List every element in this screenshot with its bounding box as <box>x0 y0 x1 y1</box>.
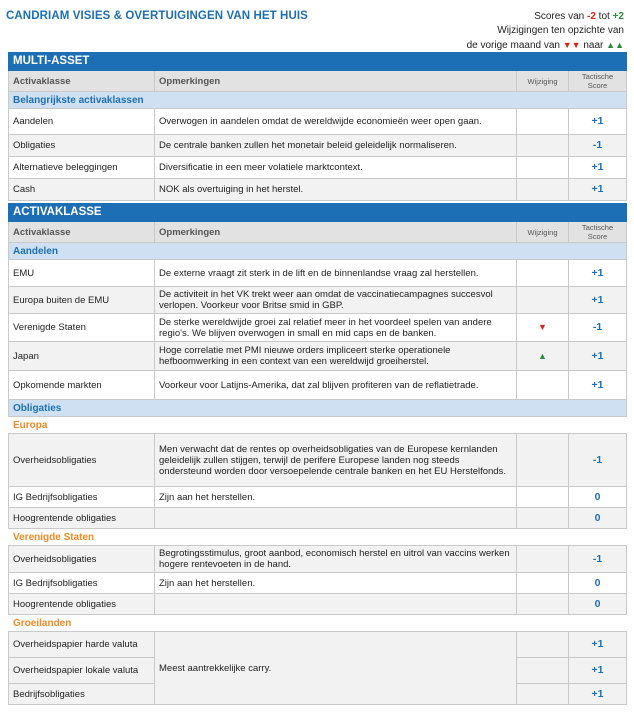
up-arrows-icon: ▲▲ <box>606 40 624 50</box>
table-row: Aandelen Overwogen in aandelen omdat de wereldwijde economieën weer open gaan. +1 <box>9 109 627 135</box>
table-row: Hoogrentende obligaties 0 <box>9 508 627 529</box>
change-down-icon: ▼ <box>517 314 569 342</box>
section-band: MULTI-ASSET <box>9 53 627 71</box>
table-row: Overheidspapier harde valuta Meest aantrekkelijke carry. +1 <box>9 632 627 658</box>
table-row: Opkomende markten Voorkeur voor Latijns-Amerika, dat zal blijven profiteren van de reflatietrade. +1 <box>9 371 627 400</box>
col-header-asset: Activaklasse <box>9 222 155 243</box>
col-header-asset: Activaklasse <box>9 71 155 92</box>
col-header-comments: Opmerkingen <box>155 71 517 92</box>
table-row: Europa buiten de EMU De activiteit in het VK trekt weer aan omdat de vaccinatiecampagnes succesvol verlopen. Voorkeur voor Britse smid in GBP. +1 <box>9 287 627 314</box>
asset-class-table <box>8 203 627 705</box>
table-row: Overheidspapier lokale valuta +1 <box>9 658 627 684</box>
down-arrows-icon: ▼▼ <box>562 40 581 50</box>
subsection-title: Obligaties <box>9 400 627 417</box>
region-label: Groeilanden <box>9 615 627 632</box>
table-row: Alternatieve beleggingen Diversificatie in een meer volatiele marktcontext. +1 <box>9 157 627 179</box>
section-band: ACTIVAKLASSE <box>9 204 627 222</box>
region-label: Verenigde Staten <box>9 529 627 546</box>
table-row: Hoogrentende obligaties 0 <box>9 594 627 615</box>
table-row: Verenigde Staten De sterke wereldwijde groei zal relatief meer in het voordeel spelen van andere regio's. We blijven overwogen in small en mid caps en de banken. ▼ -1 <box>9 314 627 342</box>
col-header-score: Tactische Score <box>569 71 627 92</box>
col-header-change: Wijziging <box>517 222 569 243</box>
table-row: Cash NOK als overtuiging in het herstel. +1 <box>9 179 627 201</box>
shared-comment: Meest aantrekkelijke carry. <box>155 632 517 705</box>
subsection-title: Belangrijkste activaklassen <box>9 92 627 109</box>
region-label: Europa <box>9 417 627 434</box>
col-header-change: Wijziging <box>517 71 569 92</box>
multi-asset-table <box>8 52 627 201</box>
col-header-comments: Opmerkingen <box>155 222 517 243</box>
page-title: CANDRIAM VISIES & OVERTUIGINGEN VAN HET HUIS <box>6 10 308 22</box>
table-row: IG Bedrijfsobligaties Zijn aan het herstellen. 0 <box>9 487 627 508</box>
table-row: Bedrijfsobligaties +1 <box>9 684 627 705</box>
col-header-score: Tactische Score <box>569 222 627 243</box>
table-row: EMU De externe vraagt zit sterk in de lift en de binnenlandse vraag zal herstellen. +1 <box>9 260 627 287</box>
table-row: Overheidsobligaties Men verwacht dat de rentes op overheidsobligaties van de Europese kernlanden geleidelijk zullen stijgen, terwijl de perifere Europese landen nog steeds ondersteund worden door versoepelende centrale banken en het EU Herstelfonds. -1 <box>9 434 627 487</box>
change-up-icon: ▲ <box>517 342 569 371</box>
table-row: Obligaties De centrale banken zullen het monetair beleid geleidelijk normaliseren. -1 <box>9 135 627 157</box>
table-row: Overheidsobligaties Begrotingsstimulus, groot aanbod, economisch herstel en uitrol van vaccins werken hogere rentevoeten in de hand. -1 <box>9 546 627 573</box>
table-row: Japan Hoge correlatie met PMI nieuwe orders impliceert sterke operationele hefboomwerking in een context van een wereldwijd groeiherstel. ▲ +1 <box>9 342 627 371</box>
subsection-title: Aandelen <box>9 243 627 260</box>
score-legend: Scores van -2 tot +2 Wijzigingen ten opzichte van de vorige maand van ▼▼ naar ▲▲ <box>466 11 624 51</box>
table-row: IG Bedrijfsobligaties Zijn aan het herstellen. 0 <box>9 573 627 594</box>
